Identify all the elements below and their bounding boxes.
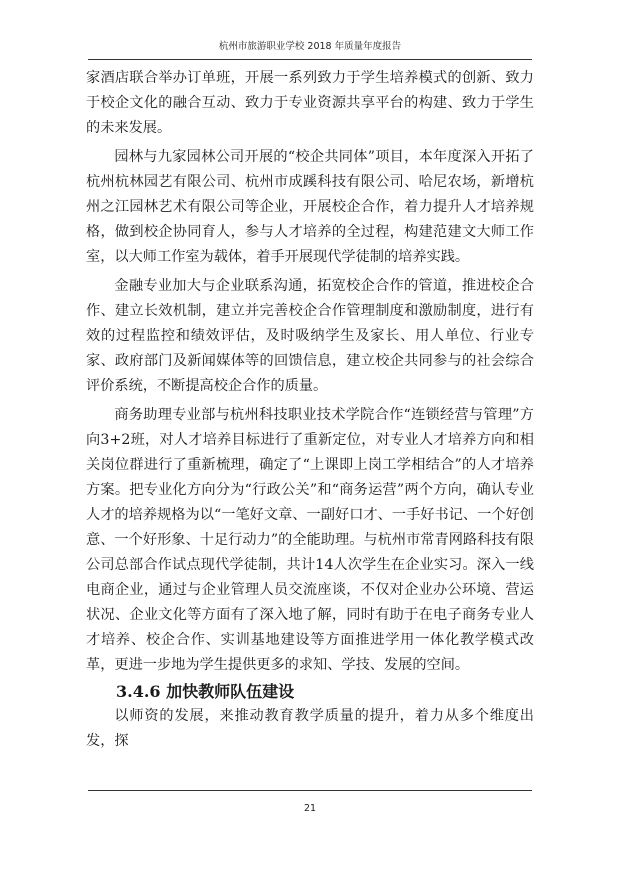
header-divider (88, 59, 532, 60)
paragraph-garden-partnership: 园林与九家园林公司开展的“校企共同体”项目，本年度深入开拓了杭州杭林园艺有限公司、杭州市成蹊科技有限公司、哈尼农场，新增杭州之江园林艺术有限公司等企业，开展校企合作，着力提升人才培养规格，做到校企协同育人，参与人才培养的全过程，构建范建文大师工作室，以大师工作室为载体，着手开展现代学徒制的培养实践。 (86, 149, 534, 265)
footer-divider (88, 790, 532, 791)
page-number: 21 (303, 803, 317, 814)
paragraph-continued: 家酒店联合举办订单班，开展一系列致力于学生培养模式的创新、致力于校企文化的融合互动、致力于专业资源共享平台的构建、致力于学生的未来发展。 (86, 70, 534, 136)
paragraph-finance-partnership: 金融专业加大与企业联系沟通，拓宽校企合作的管道，推进校企合作、建立长效机制，建立并完善校企合作管理制度和激励制度，进行有效的过程监控和绩效评估，及时吸纳学生及家长、用人单位、行业专家、政府部门及新闻媒体等的回馈信息，建立校企共同参与的社会综合评价系统，不断提高校企合作的质量。 (86, 278, 534, 394)
paragraph-business-assistant: 商务助理专业部与杭州科技职业技术学院合作“连锁经营与管理”方向3+2班，对人才培养目标进行了重新定位，对专业人才培养方向和相关岗位群进行了重新梳理，确定了“上课即上岗工学相结合”的人才培养方案。把专业化方向分为“行政公关”和“商务运营”两个方向，确认专业人才的培养规格为以“一笔好文章、一副好口才、一手好书记、一个好创意、一个好形象、十足行动力”的全能助理。与杭州市常青网路科技有限公司总部合作试点现代学徒制，共计14人次学生在企业实习。深入一线电商企业，通过与企业管理人员交流座谈，不仅对企业办公环境、营运状况、企业文化等方面有了深入地了解，同时有助于在电子商务专业人才培养、校企合作、实训基地建设等方面推进学用一体化教学模式改革，更进一步地为学生提供更多的求知、学技、发展的空间。 (86, 407, 534, 673)
section-heading: 3.4.6 加快教师队伍建设 (116, 682, 295, 701)
page-header: 杭州市旅游职业学校 2018 年质量年度报告 (218, 41, 402, 52)
document-body (86, 66, 534, 754)
paragraph-teacher-development: 以师资的发展，来推动教育教学质量的提升，着力从多个维度出发，探 (86, 708, 534, 749)
